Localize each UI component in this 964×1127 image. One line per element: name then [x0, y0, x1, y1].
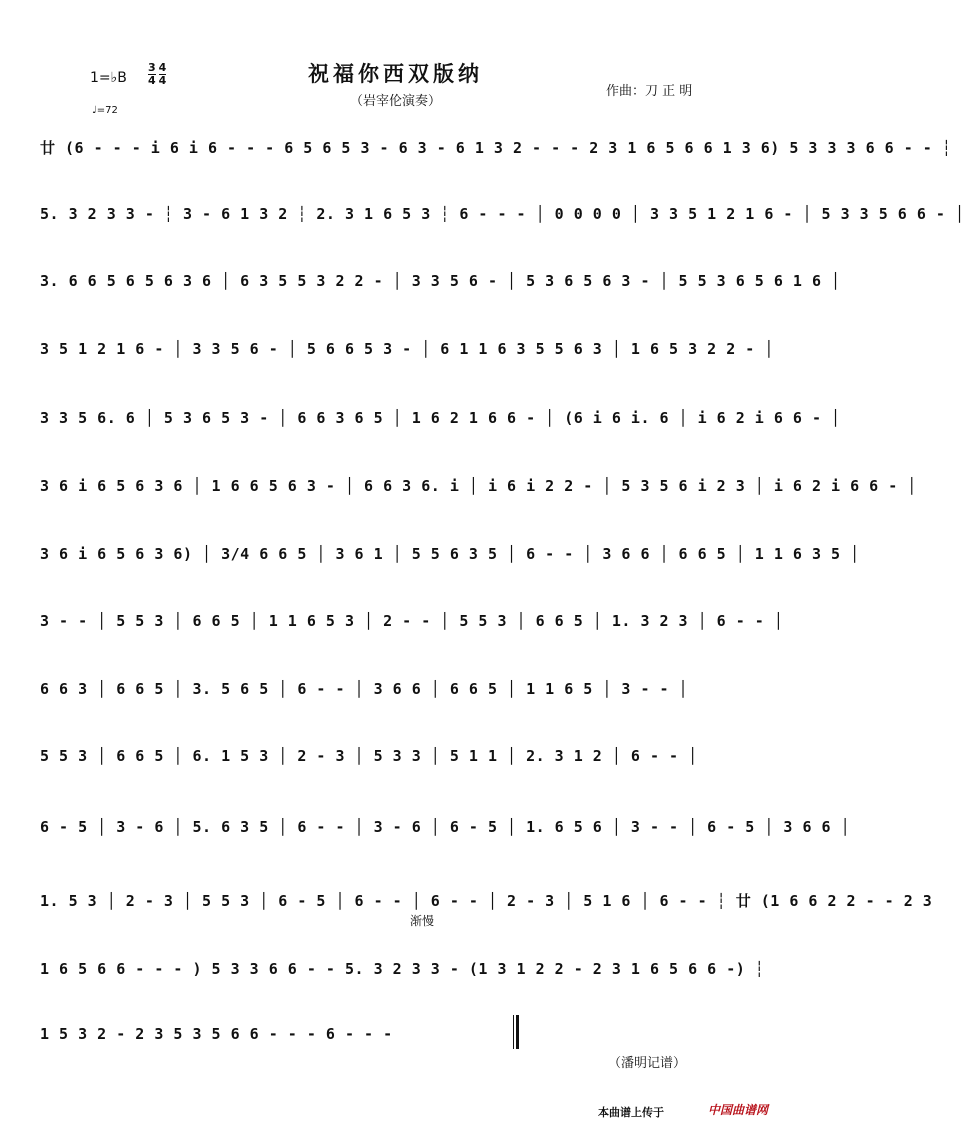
upload-note: 本曲谱上传于 [598, 1106, 664, 1119]
score-line-5: 3 3 5 6. 6 │ 5 3 6 5 3 - │ 6 6 3 6 5 │ 1 6 2 1 6 6 - │ (6 i 6 i. 6 │ i 6 2 i 6 6 - │ [40, 409, 841, 427]
score-line-3: 3. 6 6 5 6 5 6 3 6 │ 6 3 5 5 3 2 2 - │ 3 3 5 6 - │ 5 3 6 5 6 3 - │ 5 5 3 6 5 6 1 6 │ [40, 272, 841, 290]
score-title: 祝福你西双版纳 [308, 62, 483, 86]
score-line-4: 3 5 1 2 1 6 - │ 3 3 5 6 - │ 5 6 6 5 3 - │ 6 1 1 6 3 5 5 6 3 │ 1 6 5 3 2 2 - │ [40, 340, 774, 358]
score-line-12: 1. 5 3 │ 2 - 3 │ 5 5 3 │ 6 - 5 │ 6 - - │ 6 - - │ 2 - 3 │ 5 1 6 │ 6 - - ┆ 廿 (1 6 6 2 2 - - 2 3 [40, 892, 933, 910]
score-line-6: 3 6 i 6 5 6 3 6 │ 1 6 6 5 6 3 - │ 6 6 3 6. i │ i 6 i 2 2 - │ 5 3 5 6 i 2 3 │ i 6 2 i 6 6 - │ [40, 477, 917, 495]
time-signatures [148, 62, 169, 87]
score-line-9: 6 6 3 │ 6 6 5 │ 3. 5 6 5 │ 6 - - │ 3 6 6 │ 6 6 5 │ 1 1 6 5 │ 3 - - │ [40, 680, 689, 698]
performer-subtitle: （岩宰伦演奏） [349, 94, 441, 109]
score-line-10: 5 5 3 │ 6 6 5 │ 6. 1 5 3 │ 2 - 3 │ 5 3 3 │ 5 1 1 │ 2. 3 1 2 │ 6 - - │ [40, 747, 698, 765]
transcriber-credit: （潘明记谱） [608, 1056, 687, 1071]
slowdown-marking: 渐慢 [410, 914, 435, 928]
final-barline [513, 1015, 519, 1049]
site-logo: 中国曲谱网 [708, 1103, 769, 1117]
score-line-1: 廿 (6 - - - i 6 i 6 - - - 6 5 6 5 3 - 6 3 - 6 1 3 2 - - - 2 3 1 6 5 6 6 1 3 6) 5 3 3 3 6 6 - - ┆ [40, 139, 952, 157]
time-signature-three-four: $\frac{3}{4}$ [148, 61, 156, 87]
score-line-7: 3 6 i 6 5 6 3 6) │ 3/4 6 6 5 │ 3 6 1 │ 5 5 6 3 5 │ 6 - - │ 3 6 6 │ 6 6 5 │ 1 1 6 3 5 │ [40, 545, 860, 563]
score-line-13: 1 6 5 6 6 - - - ) 5 3 3 6 6 - - 5. 3 2 3 3 - (1 3 1 2 2 - 2 3 1 6 5 6 6 -) ┆ [40, 960, 765, 978]
time-signature-four-four: $\frac{4}{4}$ [158, 61, 167, 87]
tempo-marking: ♩=72 [92, 105, 118, 116]
score-line-11: 6 - 5 │ 3 - 6 │ 5. 6 3 5 │ 6 - - │ 3 - 6 │ 6 - 5 │ 1. 6 5 6 │ 3 - - │ 6 - 5 │ 3 6 6 │ [40, 818, 851, 836]
key-signature: 1=♭B [90, 70, 127, 86]
score-line-8: 3 - - │ 5 5 3 │ 6 6 5 │ 1 1 6 5 3 │ 2 - - │ 5 5 3 │ 6 6 5 │ 1. 3 2 3 │ 6 - - │ [40, 612, 784, 630]
score-line-14: 1 5 3 2 - 2 3 5 3 5 6 6 - - - 6 - - - [40, 1025, 393, 1043]
score-line-2: 5. 3 2 3 3 - ┆ 3 - 6 1 3 2 ┆ 2. 3 1 6 5 3 ┆ 6 - - - │ 0 0 0 0 │ 3 3 5 1 2 1 6 - │ 5 3 3 5 6 6 - │ [40, 205, 964, 223]
composer-credit: 作曲：刀 正 明 [606, 84, 693, 99]
